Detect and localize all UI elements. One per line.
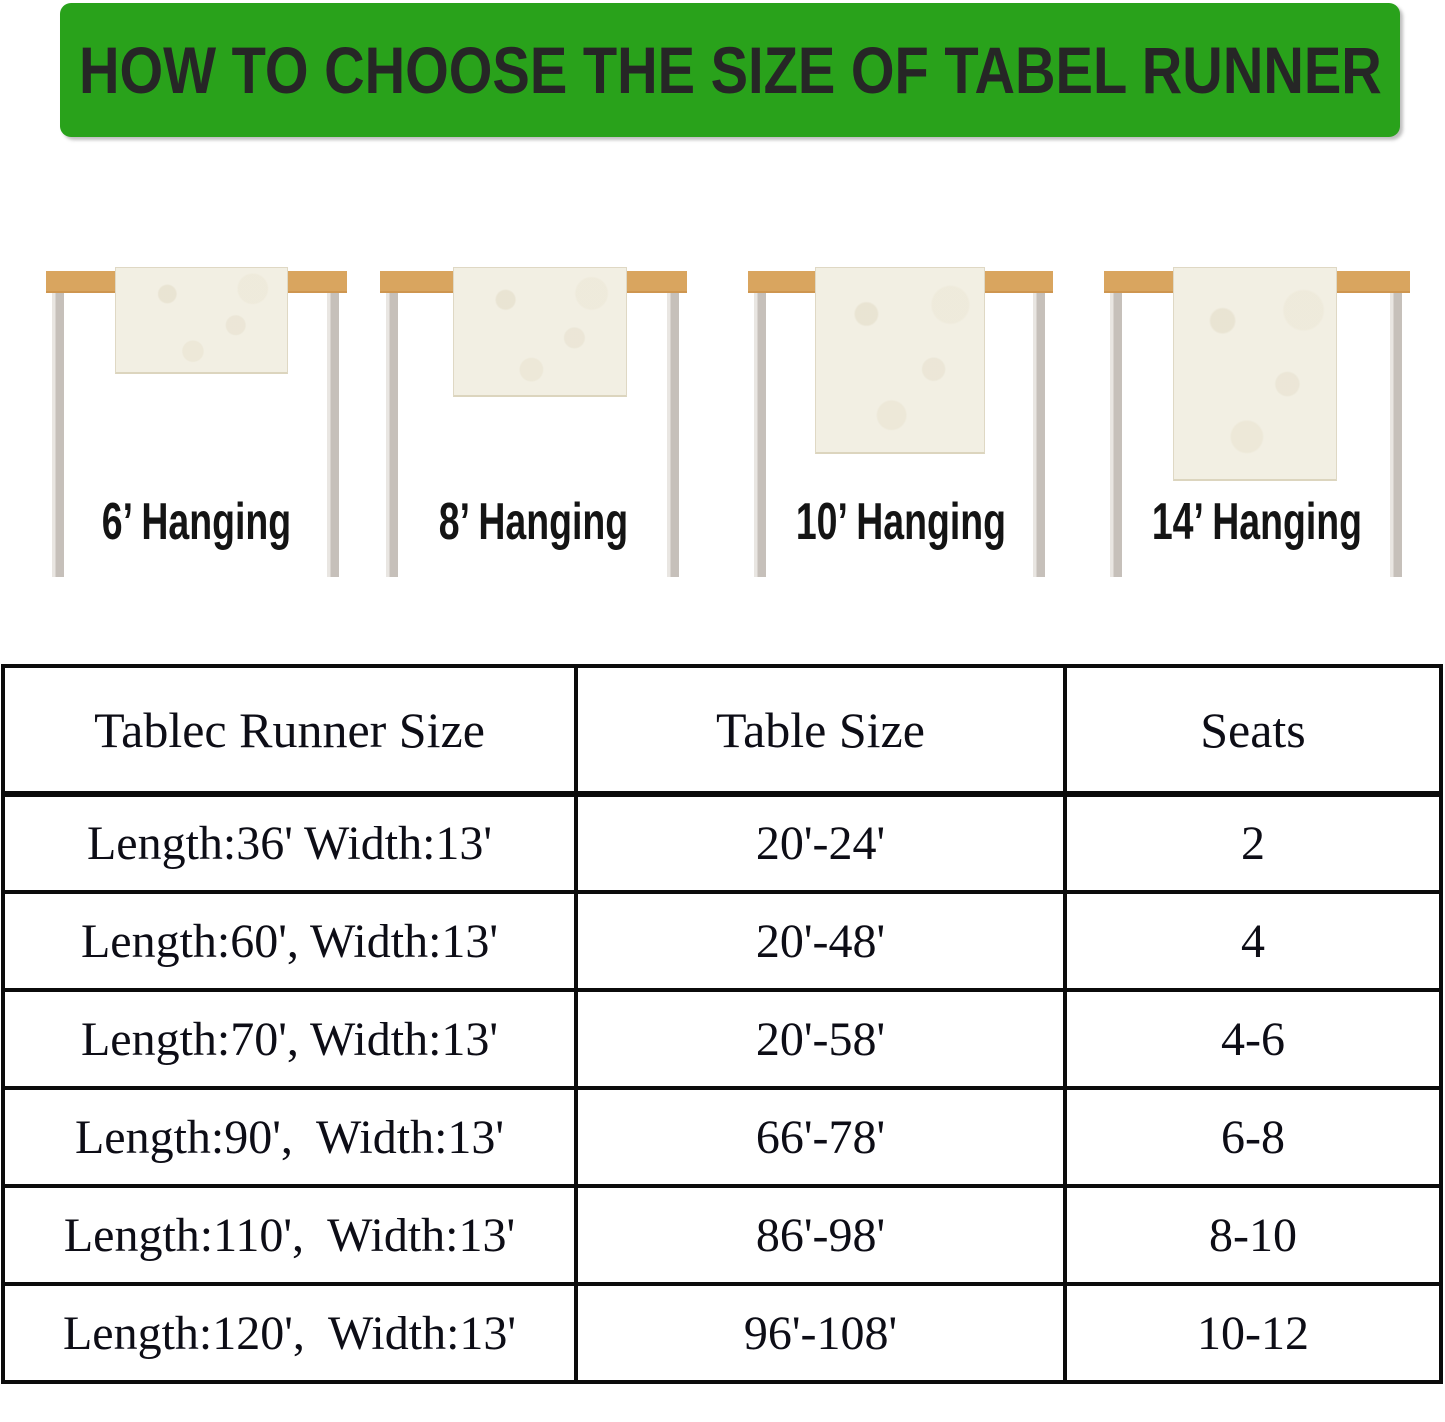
cell-seats: 10-12 (1065, 1284, 1441, 1382)
table-illustration-8ft (380, 271, 687, 581)
hanging-label: 8’ Hanging (438, 493, 629, 551)
cell-runner-size: Length:36' Width:13' (3, 794, 576, 892)
table-row (3, 1186, 1441, 1284)
illustrations-section (0, 0, 1445, 640)
table-row (3, 1088, 1441, 1186)
cell-table-size: 20'-48' (576, 892, 1065, 990)
runner-cloth (453, 267, 627, 397)
cell-seats: 2 (1065, 794, 1441, 892)
runner-cloth (1173, 267, 1337, 481)
hanging-label: 10’ Hanging (795, 493, 1006, 551)
table-row (3, 794, 1441, 892)
cell-runner-size: Length:110', Width:13' (3, 1186, 576, 1284)
header-runner-size: Tablec Runner Size (3, 666, 576, 794)
cell-seats: 4 (1065, 892, 1441, 990)
cell-runner-size: Length:120', Width:13' (3, 1284, 576, 1382)
cell-seats: 6-8 (1065, 1088, 1441, 1186)
table-row (3, 1284, 1441, 1382)
cell-table-size: 66'-78' (576, 1088, 1065, 1186)
size-table (1, 664, 1443, 1384)
cell-runner-size: Length:70', Width:13' (3, 990, 576, 1088)
cell-table-size: 20'-24' (576, 794, 1065, 892)
runner-cloth (815, 267, 985, 454)
table-illustration-6ft (46, 271, 347, 581)
table-illustration-10ft (748, 271, 1053, 581)
page-title: HOW TO CHOOSE THE SIZE OF TABEL RUNNER (78, 33, 1382, 107)
table-row (3, 990, 1441, 1088)
cell-table-size: 86'-98' (576, 1186, 1065, 1284)
table-row (3, 892, 1441, 990)
header-seats: Seats (1065, 666, 1441, 794)
runner-cloth (115, 267, 288, 374)
cell-runner-size: Length:60', Width:13' (3, 892, 576, 990)
table-illustration-14ft (1104, 271, 1410, 581)
hanging-label: 14’ Hanging (1151, 493, 1363, 551)
cell-seats: 4-6 (1065, 990, 1441, 1088)
size-table-header-row (3, 666, 1441, 794)
hanging-label: 6’ Hanging (101, 493, 292, 551)
cell-runner-size: Length:90', Width:13' (3, 1088, 576, 1186)
header-table-size: Table Size (576, 666, 1065, 794)
cell-seats: 8-10 (1065, 1186, 1441, 1284)
cell-table-size: 96'-108' (576, 1284, 1065, 1382)
cell-table-size: 20'-58' (576, 990, 1065, 1088)
